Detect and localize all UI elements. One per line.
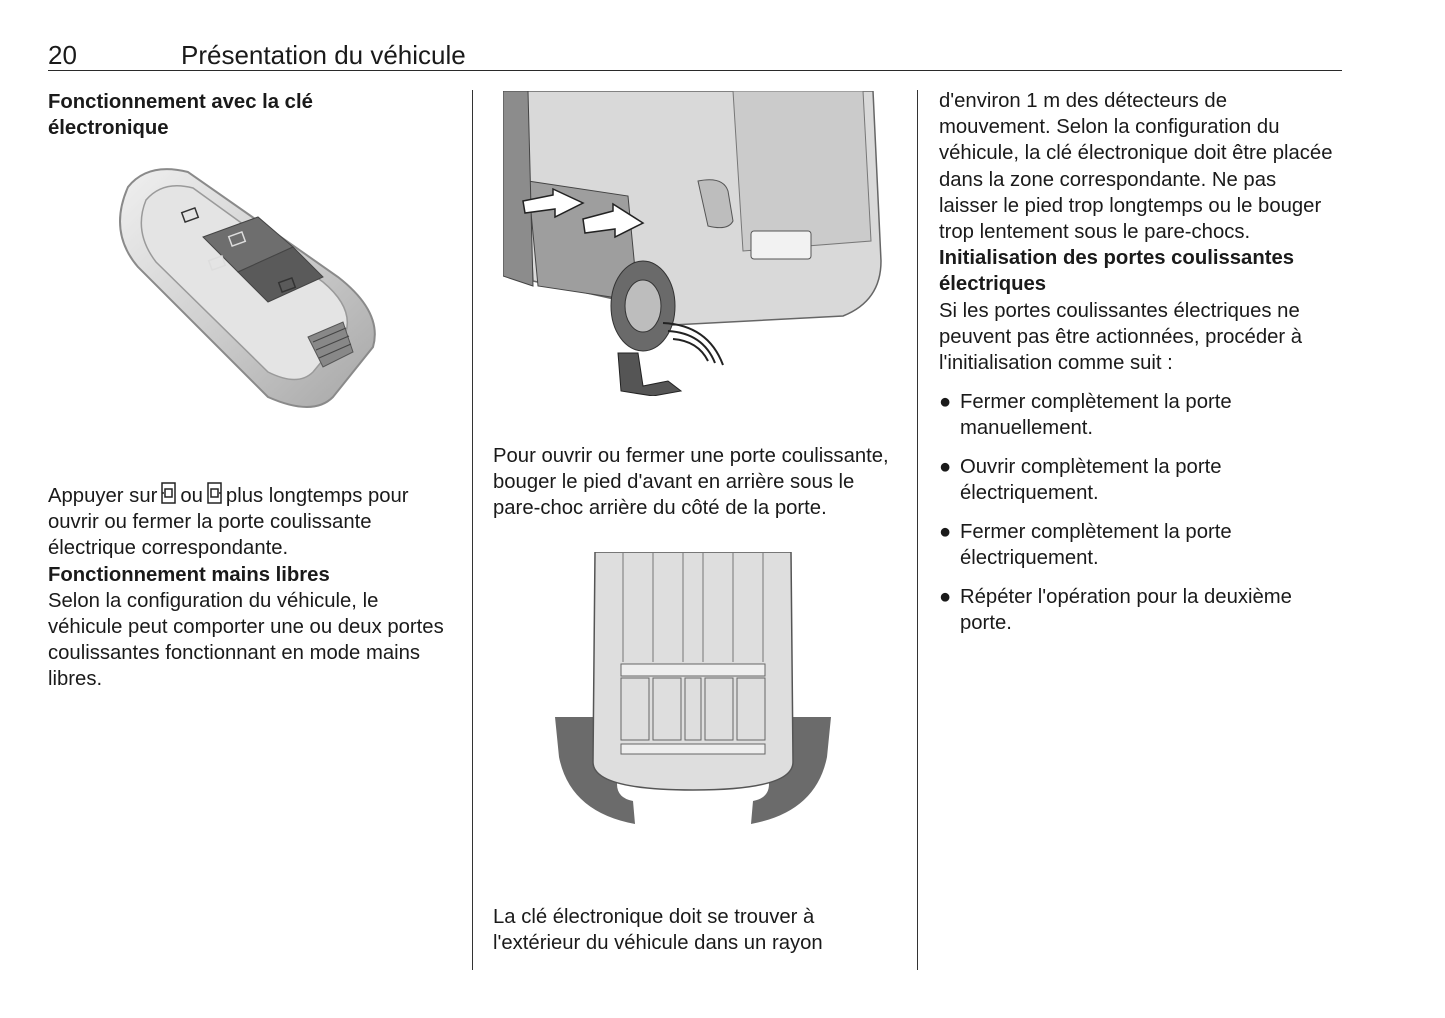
section-heading-handsfree: Fonctionnement mains libres bbox=[48, 563, 330, 586]
van-rear-foot-illustration bbox=[503, 91, 883, 396]
bullet-icon: ● bbox=[939, 520, 952, 543]
paragraph: d'environ 1 m des détecteurs de mouvement. Selon la configuration du véhicule, la clé électronique doit être placée dans la zone correspondante. Ne pas laisser le pied trop longtemps ou le bouger trop lentement sous le pare-chocs. bbox=[939, 90, 1333, 244]
paragraph: Pour ouvrir ou fermer une porte coulissante, bouger le pied d'avant en arrière sous le pare-choc arrière du côté de la porte. bbox=[493, 445, 889, 520]
list-item-text: Ouvrir complètement la porte électriquement. bbox=[960, 456, 1222, 505]
column-2-para-2 bbox=[493, 904, 893, 956]
column-divider bbox=[472, 90, 473, 970]
initialisation-steps bbox=[939, 389, 1339, 636]
bullet-icon: ● bbox=[939, 585, 952, 608]
door-left-icon bbox=[161, 482, 176, 504]
van-top-view-illustration bbox=[555, 552, 831, 824]
list-item-text: Répéter l'opération pour la deuxième porte. bbox=[960, 585, 1292, 634]
bullet-icon: ● bbox=[939, 456, 952, 479]
text: Appuyer sur bbox=[48, 485, 158, 507]
electronic-key-illustration bbox=[108, 162, 393, 412]
list-item-text: Fermer complètement la porte manuellement. bbox=[960, 391, 1232, 440]
page-header bbox=[48, 38, 1342, 71]
list-item-text: Fermer complètement la porte électriquement. bbox=[960, 520, 1232, 570]
column-2-para-1 bbox=[493, 443, 893, 522]
page-number: 20 bbox=[48, 40, 77, 70]
section-heading-initialisation: Initialisation des portes coulissantes électriques bbox=[939, 247, 1295, 296]
paragraph: Si les portes coulissantes électriques ne peuvent pas être actionnées, procéder à l'initialisation comme suit : bbox=[939, 299, 1303, 375]
section-heading-key: Fonctionnement avec la clé électronique bbox=[48, 91, 313, 140]
door-right-icon bbox=[207, 482, 222, 504]
list-item bbox=[939, 584, 1339, 636]
list-item bbox=[939, 389, 1339, 441]
text: plus longtemps pour ouvrir ou fermer la porte coulissante électrique correspondante. bbox=[48, 485, 409, 560]
paragraph: Selon la configuration du véhicule, le véhicule peut comporter une ou deux portes coulissantes fonctionnant en mode mains libres. bbox=[48, 589, 444, 691]
list-item bbox=[939, 519, 1339, 571]
column-1-top bbox=[48, 89, 448, 141]
text: ou bbox=[180, 485, 203, 507]
list-item bbox=[939, 454, 1339, 506]
bullet-icon: ● bbox=[939, 391, 952, 414]
paragraph: La clé électronique doit se trouver à l'extérieur du véhicule dans un rayon bbox=[493, 906, 823, 955]
column-1-body bbox=[48, 482, 458, 693]
paragraph bbox=[48, 482, 458, 562]
page-title: Présentation du véhicule bbox=[181, 40, 466, 70]
column-3 bbox=[939, 88, 1339, 648]
column-divider bbox=[917, 90, 918, 970]
